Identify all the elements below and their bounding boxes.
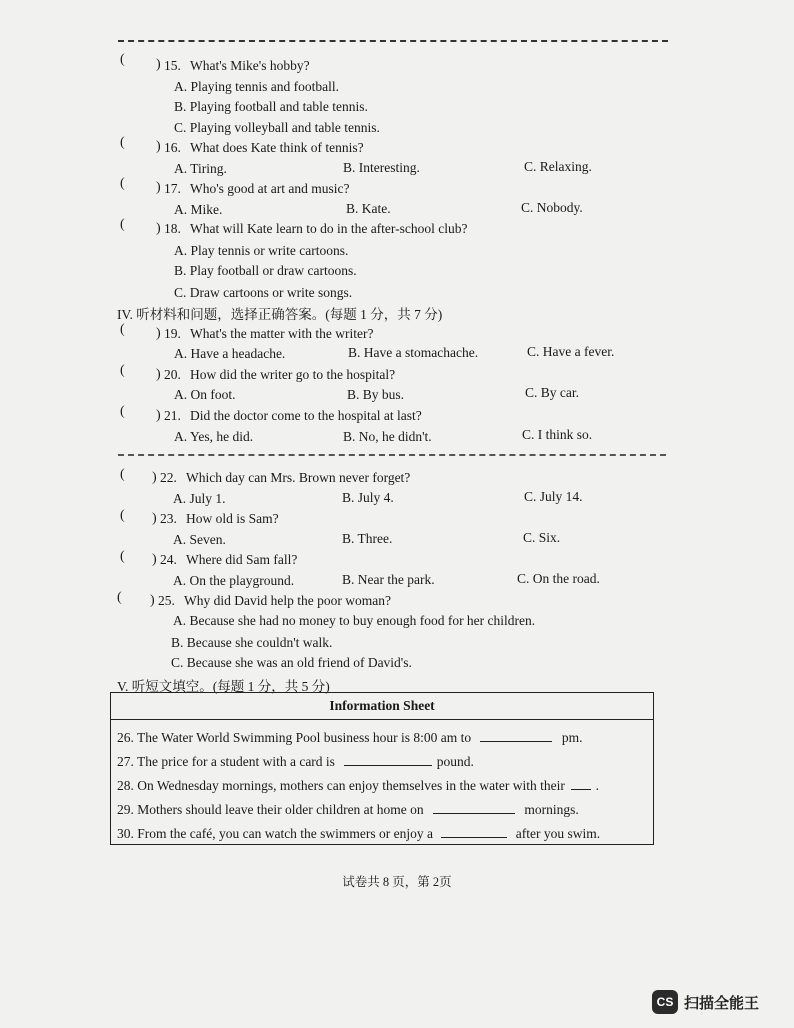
sheet-row-30	[117, 825, 600, 842]
question-number: 15.	[164, 58, 181, 73]
option-c: C. Because she was an old friend of David's.	[171, 655, 412, 670]
answer-paren-open: (	[117, 590, 122, 605]
row-text: 30. From the café, you can watch the swimmers or enjoy a	[117, 826, 434, 841]
answer-paren-close: )	[156, 326, 161, 341]
answer-paren-open: (	[120, 52, 125, 67]
answer-blank[interactable]	[433, 801, 515, 814]
page-footer: 试卷共 8 页，第 2页	[342, 875, 452, 889]
answer-blank[interactable]	[571, 777, 591, 790]
answer-blank[interactable]	[441, 825, 507, 838]
question-text: Why did David help the poor woman?	[184, 593, 391, 608]
row-text: 26. The Water World Swimming Pool business hour is 8:00 am to	[117, 730, 472, 745]
question-text: Did the doctor come to the hospital at last?	[190, 408, 422, 423]
sheet-row-29	[117, 801, 579, 818]
row-text-after: mornings.	[524, 802, 579, 817]
answer-paren-close: )	[152, 511, 157, 526]
option-b: B. Near the park.	[342, 572, 435, 587]
option-a: A. Mike.	[174, 202, 223, 217]
answer-paren-open: (	[120, 549, 125, 564]
option-c: C. Six.	[523, 530, 561, 545]
answer-blank[interactable]	[344, 753, 432, 766]
answer-blank[interactable]	[480, 729, 552, 742]
answer-paren-close: )	[152, 470, 157, 485]
option-c: C. Have a fever.	[527, 344, 615, 359]
row-text: 29. Mothers should leave their older children at home on	[117, 802, 424, 817]
option-a: A. On the playground.	[173, 573, 295, 588]
sheet-row-28	[117, 777, 599, 794]
answer-paren-open: (	[120, 363, 125, 378]
question-text: Where did Sam fall?	[186, 552, 298, 567]
question-number: 23.	[160, 511, 177, 526]
option-b: B. No, he didn't.	[343, 429, 432, 444]
question-number: 16.	[164, 140, 181, 155]
row-text-after: pound.	[436, 754, 474, 769]
question-number: 21.	[164, 408, 181, 423]
row-text-after: .	[595, 778, 599, 793]
option-b: B. By bus.	[347, 387, 405, 402]
option-b: B. Play football or draw cartoons.	[174, 263, 357, 278]
answer-paren-close: )	[150, 593, 155, 608]
option-c: C. I think so.	[522, 427, 593, 442]
row-text: 27. The price for a student with a card is	[117, 754, 335, 769]
section-iv-heading: IV. 听材料和问题，选择正确答案。(每题 1 分，共 7 分)	[117, 307, 443, 322]
option-c: C. Draw cartoons or write songs.	[174, 285, 353, 300]
answer-paren-open: (	[120, 322, 125, 337]
answer-paren-open: (	[120, 217, 125, 232]
section-v-heading: V. 听短文填空。(每题 1 分，共 5 分)	[117, 679, 330, 694]
answer-paren-close: )	[156, 57, 161, 72]
question-text: Who's good at art and music?	[190, 181, 350, 196]
sheet-row-26	[117, 729, 582, 746]
answer-paren-close: )	[156, 221, 161, 236]
answer-paren-open: (	[120, 135, 125, 150]
question-text: What's the matter with the writer?	[190, 326, 374, 341]
middle-dashed-divider	[118, 454, 666, 456]
question-number: 22.	[160, 470, 177, 485]
answer-paren-open: (	[120, 508, 125, 523]
option-a: A. Playing tennis and football.	[174, 79, 339, 94]
option-c: C. Playing volleyball and table tennis.	[174, 120, 380, 135]
information-sheet-table	[110, 692, 654, 845]
option-a: A. Because she had no money to buy enough food for her children.	[173, 613, 536, 628]
answer-paren-close: )	[156, 408, 161, 423]
camscanner-logo-icon: CS	[652, 990, 678, 1014]
option-b: B. Have a stomachache.	[348, 345, 479, 360]
option-c: C. Relaxing.	[524, 159, 592, 174]
question-text: What will Kate learn to do in the after-school club?	[190, 221, 468, 236]
scanner-watermark	[652, 988, 759, 1016]
question-text: How did the writer go to the hospital?	[190, 367, 396, 382]
watermark-text: 扫描全能王	[684, 993, 760, 1012]
answer-paren-open: (	[120, 176, 125, 191]
option-c: C. On the road.	[517, 571, 600, 586]
top-dashed-divider	[118, 40, 668, 42]
option-a: A. July 1.	[173, 491, 226, 506]
information-sheet-title: Information Sheet	[111, 693, 653, 720]
answer-paren-close: )	[156, 139, 161, 154]
option-a: A. Tiring.	[174, 161, 227, 176]
question-number: 19.	[164, 326, 181, 341]
question-text: What's Mike's hobby?	[190, 58, 310, 73]
question-number: 20.	[164, 367, 181, 382]
option-b: B. Interesting.	[343, 160, 420, 175]
answer-paren-close: )	[156, 367, 161, 382]
option-a: A. Have a headache.	[174, 346, 286, 361]
option-c: C. July 14.	[524, 489, 583, 504]
option-c: C. Nobody.	[521, 200, 583, 215]
option-a: A. Yes, he did.	[174, 429, 254, 444]
question-number: 17.	[164, 181, 181, 196]
option-c: C. By car.	[525, 385, 579, 400]
question-text: What does Kate think of tennis?	[190, 140, 364, 155]
question-text: Which day can Mrs. Brown never forget?	[186, 470, 411, 485]
option-b: B. Kate.	[346, 201, 391, 216]
answer-paren-open: (	[120, 404, 125, 419]
option-a: A. Seven.	[173, 532, 226, 547]
question-number: 25.	[158, 593, 175, 608]
answer-paren-close: )	[152, 552, 157, 567]
sheet-row-27	[117, 753, 474, 770]
question-number: 18.	[164, 221, 181, 236]
option-a: A. Play tennis or write cartoons.	[174, 243, 349, 258]
question-number: 24.	[160, 552, 177, 567]
question-text: How old is Sam?	[186, 511, 279, 526]
option-b: B. Because she couldn't walk.	[171, 635, 333, 650]
row-text-after: pm.	[561, 730, 583, 745]
row-text: 28. On Wednesday mornings, mothers can enjoy themselves in the water with their	[117, 778, 565, 793]
answer-paren-close: )	[156, 180, 161, 195]
option-b: B. Three.	[342, 531, 393, 546]
row-text-after: after you swim.	[515, 826, 601, 841]
option-b: B. July 4.	[342, 490, 394, 505]
answer-paren-open: (	[120, 467, 125, 482]
option-b: B. Playing football and table tennis.	[174, 99, 368, 114]
option-a: A. On foot.	[174, 387, 236, 402]
